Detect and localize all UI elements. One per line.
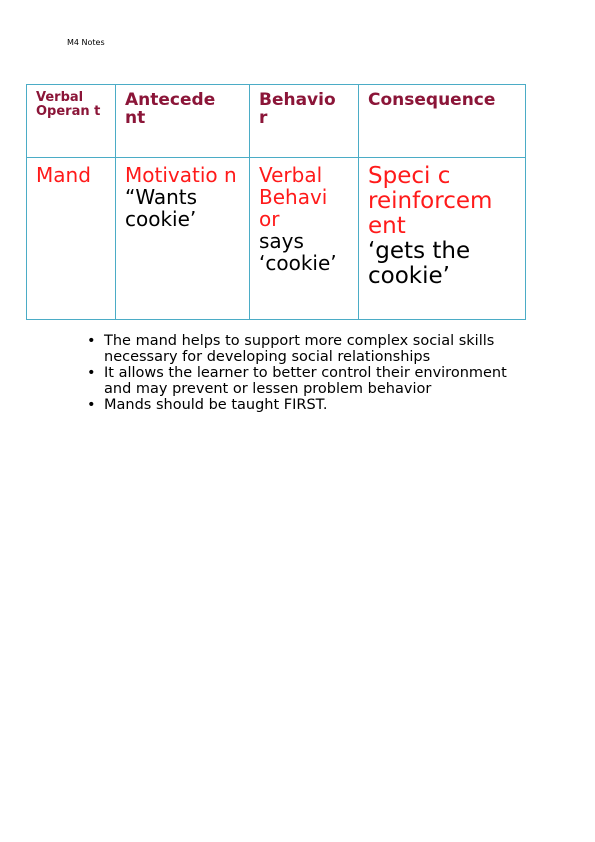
consequence-label: Speci c reinforcem ent	[368, 163, 493, 239]
table-header-row	[27, 85, 526, 158]
list-item	[87, 397, 507, 413]
verbal-operant-table	[26, 84, 526, 320]
header-verbal-operant: Verbal Operan t	[27, 85, 116, 158]
header-consequence: Consequence	[359, 85, 526, 158]
list-item-text: Mands should be taught FIRST.	[104, 397, 328, 413]
header-antecedent: Antecede nt	[116, 85, 250, 158]
verbal-operant-value: Mand	[36, 163, 91, 187]
page-header-note: M4 Notes	[67, 38, 105, 47]
list-item	[87, 365, 507, 397]
notes-list	[87, 333, 507, 413]
behavior-example: says ‘cookie’	[259, 229, 337, 275]
header-behavior: Behavio r	[250, 85, 359, 158]
bullet-icon: •	[87, 333, 96, 349]
antecedent-label: Motivatio n	[125, 163, 237, 187]
bullet-icon: •	[87, 397, 96, 413]
list-item	[87, 333, 507, 365]
cell-behavior	[250, 158, 359, 320]
cell-consequence	[359, 158, 526, 320]
cell-verbal-operant	[27, 158, 116, 320]
cell-antecedent	[116, 158, 250, 320]
antecedent-example: “Wants cookie’	[125, 185, 198, 231]
consequence-example: ‘gets the cookie’	[368, 238, 471, 289]
list-item-text: The mand helps to support more complex social skills necessary for developing social relationships	[104, 333, 495, 365]
table-row	[27, 158, 526, 320]
bullet-icon: •	[87, 365, 96, 381]
list-item-text: It allows the learner to better control their environment and may prevent or lessen problem behavior	[104, 365, 507, 397]
behavior-label: Verbal Behavi or	[259, 163, 328, 231]
